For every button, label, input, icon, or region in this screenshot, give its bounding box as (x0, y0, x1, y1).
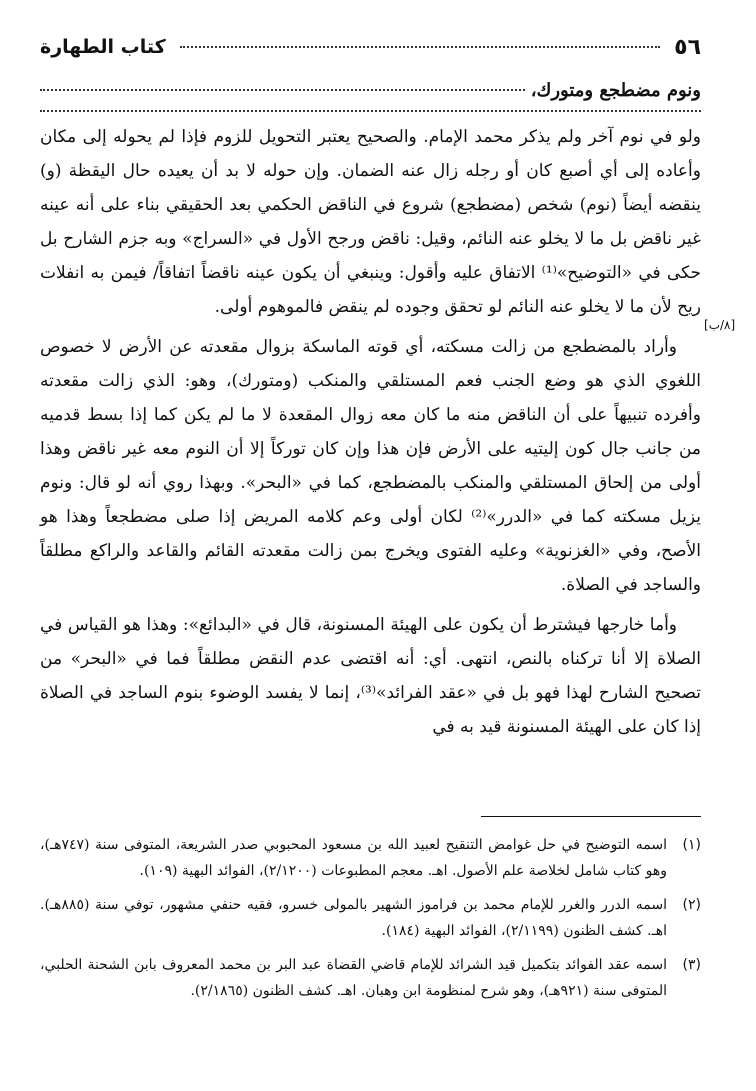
body-paragraph: ولو في نوم آخر ولم يذكر محمد الإمام. والصحيح يعتبر التحويل للزوم فإذا لم يحوله إلى مكان وأعاده إلى أي أصبع كان أو رجله زال عنه الضمان. وإن حوله لا بد أن يعيده حال اليقظة (و) ينقضه أيضاً (نوم) شخص (مضطجع) شروع في الناقض الحكمي بعد الحقيقي بناء على أنه عينه غير ناقض بل ما لا يخلو عنه النائم، وقيل: ناقض ورجح الأول في «السراج» وبه جزم الشارح بل حكى في «التوضيح»⁽¹⁾ الاتفاق عليه وأقول: وينبغي أن يكون عينه ناقضاً اتفاقاً/ فيمن به انفلات ريح لأن ما لا يخلو عنه النائم لو تحقق وجوده لم ينقض فالموهوم أولى. (40, 127, 701, 317)
footnote-item (40, 952, 701, 1004)
footnote-item (40, 832, 701, 884)
footnotes (40, 832, 701, 1012)
footnote-text: اسمه الدرر والغرر للإمام محمد بن فراموز الشهير بالمولى خسرو، فقيه حنفي مشهور، توفي سنة (٨٨٥هـ). اهـ. كشف الظنون (٢/١١٩٩)، الفوائد البهية (١٨٤). (40, 897, 667, 939)
manuscript-folio-marker: [٨/ب] (704, 318, 736, 332)
commentary-body (40, 120, 701, 750)
body-paragraph: وأراد بالمضطجع من زالت مسكته، أي قوته الماسكة بزوال مقعدته عن الأرض لا خصوص اللغوي الذي هو وضع الجنب فعم المستلقي والمنكب (ومتورك)، وهو: الذي زالت مقعدته وأفرده تنبيهاً على أن الناقض منه ما كان معه زوال المقعدة لا ما لم يكن كما إذا بسط قدميه من جانب جال كون إليتيه على الأرض فإن هذا وإن كان توركاً إلا أن النوم معه غير ناقض وهذا أولى من إلحاق المستلقي والمنكب بالمضطجع، كما في «البحر». وبهذا روي أنه لو قال: ونوم يزيل مسكته كما في «الدرر»⁽²⁾ لكان أولى وعم كلامه المريض إذا صلى مضطجعاً وهذا هو الأصح، وفي «الغزنوية» وعليه الفتوى ويخرج بمن زالت مقعدته القائم والقاعد والراكع مطلقاً والساجد في الصلاة. (40, 337, 701, 595)
matn-dotted-fill (40, 89, 525, 91)
footnote-number: (٣) (682, 957, 701, 973)
footnote-number: (١) (682, 837, 701, 853)
page-number: ٥٦ (674, 34, 701, 60)
matn-text: ونوم مضطجع ومتورك، (530, 79, 701, 101)
matn-separator-rule (40, 110, 701, 112)
footnote-number: (٢) (682, 897, 701, 913)
footnote-text: اسمه عقد الفوائد بتكميل قيد الشرائد للإمام قاضي القضاة عبد البر بن محمد المعروف بابن الشحنة الحلبي، المتوفى سنة (٩٢١هـ)، وهو شرح لمنظومة ابن وهبان. اهـ. كشف الظنون (٢/١٨٦٥). (40, 957, 667, 999)
body-paragraph: وأما خارجها فيشترط أن يكون على الهيئة المسنونة، قال في «البدائع»: وهذا هو القياس في الصلاة إلا أنا تركناه بالنص، انتهى. أي: أنه اقتضى عدم النقض مطلقاً فما في «البحر» من تصحيح الشارح لهذا فهو بل في «عقد الفرائد»⁽³⁾، إنما لا يفسد الوضوء بنوم الساجد في الصلاة إذا كان على الهيئة المسنونة قيد به في (40, 615, 701, 737)
running-header (40, 30, 701, 64)
footnote-item (40, 892, 701, 944)
book-title: كتاب الطهارة (40, 36, 166, 58)
footnote-text: اسمه التوضيح في حل غوامض التنقيح لعبيد الله بن مسعود المحبوبي صدر الشريعة، المتوفى سنة (٧٤٧هـ)، وهو كتاب شامل لخلاصة علم الأصول. اهـ. معجم المطبوعات (٢/١٢٠٠)، الفوائد البهية (١٠٩). (40, 837, 667, 879)
footnote-separator (481, 816, 701, 817)
matn-line (40, 74, 701, 106)
header-dotted-rule (180, 46, 661, 48)
